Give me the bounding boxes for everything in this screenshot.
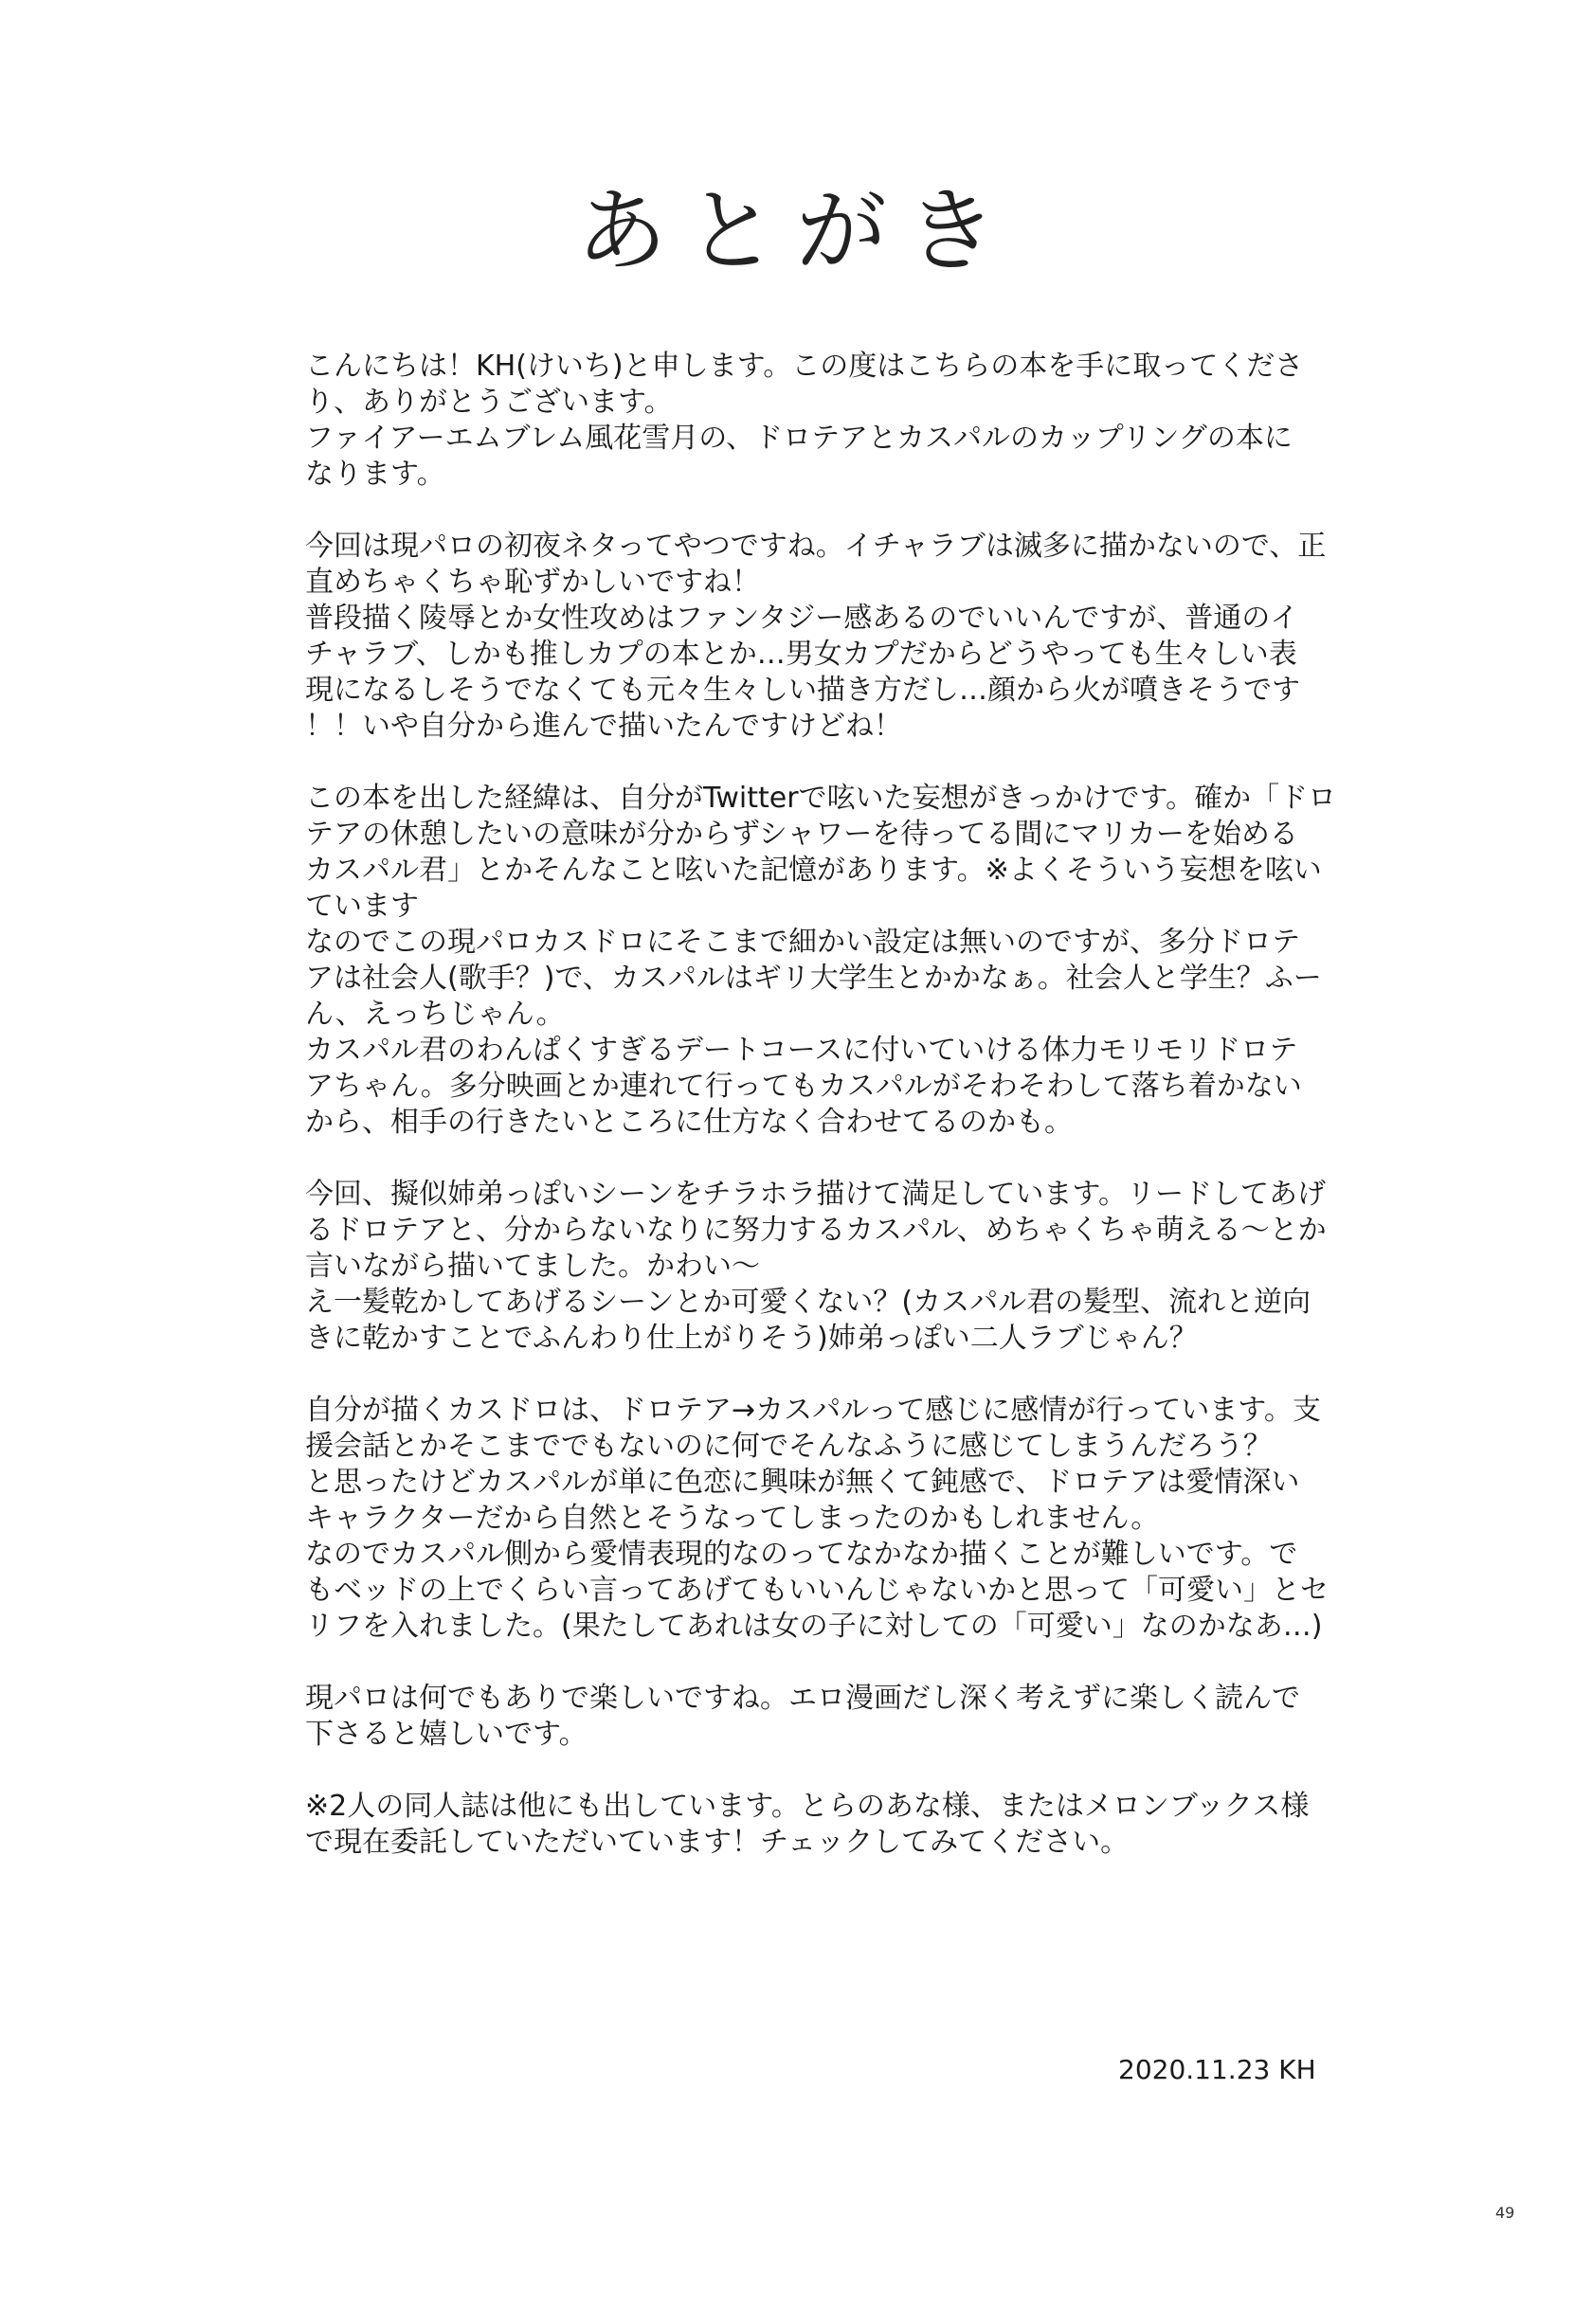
afterword-body: [305, 349, 1338, 1897]
text-line: ん、えっちじゃん。: [305, 998, 565, 1031]
text-line: 今回は現パロの初夜ネタってやつですね。イチャラブは滅多に描かないので、正: [305, 530, 1327, 563]
text-line: カスパル君」とかそんなこと呟いた記憶があります。※よくそういう妄想を呟い: [305, 854, 1322, 887]
text-line: 現になるしそうでなくても元々生々しい描き方だし…顔から火が噴きそうです: [305, 674, 1300, 707]
text-line: ※2人の同人誌は他にも出しています。とらのあな様、またはメロンブックス様: [305, 1790, 1310, 1823]
paragraph: [305, 1393, 1338, 1645]
paragraph: [305, 781, 1338, 1141]
text-line: 今回、擬似姉弟っぽいシーンをチラホラ描けて満足しています。リードしてあげ: [305, 1178, 1326, 1211]
text-line: キャラクターだから自然とそうなってしまったのかもしれません。: [305, 1502, 1160, 1535]
text-line: もベッドの上でくらい言ってあげてもいいんじゃないかと思って「可愛い」とセ: [305, 1574, 1329, 1607]
date-signature: 2020.11.23 KH: [1118, 2054, 1316, 2085]
text-line: ！！いや自分から進んで描いたんですけどね！: [305, 710, 902, 743]
text-line: で現在委託していただいています！チェックしてみてください。: [305, 1826, 1130, 1859]
text-line: テアの休憩したいの意味が分からずシャワーを待ってる間にマリカーを始める: [305, 818, 1298, 851]
paragraph: [305, 1789, 1338, 1861]
text-line: るドロテアと、分からないなりに努力するカスパル、めちゃくちゃ萌える～とか: [305, 1214, 1327, 1247]
text-line: から、相手の行きたいところに仕方なく合わせてるのかも。: [305, 1106, 1073, 1139]
text-line: この本を出した経緯は、自分がTwitterで呟いた妄想がきっかけです。確か「ドロ: [305, 782, 1337, 815]
text-line: アは社会人(歌手？)で、カスパルはギリ大学生とかかなぁ。社会人と学生？ふー: [305, 962, 1322, 995]
text-line: なのでこの現パロカスドロにそこまで細かい設定は無いのですが、多分ドロテ: [305, 926, 1300, 959]
text-line: きに乾かすことでふんわり仕上がりそう)姉弟っぽい二人ラブじゃん？: [305, 1322, 1198, 1355]
text-line: 言いながら描いてました。かわい～: [305, 1250, 760, 1283]
text-line: ています: [305, 890, 419, 923]
text-line: 普段描く陵辱とか女性攻めはファンタジー感あるのでいいんですが、普通のイ: [305, 602, 1299, 635]
text-line: リフを入れました。(果たしてあれは女の子に対しての「可愛い」なのかなあ…): [305, 1610, 1323, 1643]
text-line: なのでカスパル側から愛情表現的なのってなかなか描くことが難しいです。で: [305, 1538, 1298, 1571]
paragraph: [305, 529, 1338, 745]
text-line: と思ったけどカスパルが単に色恋に興味が無くて鈍感で、ドロテアは愛情深い: [305, 1466, 1300, 1499]
text-line: 下さると嬉しいです。: [305, 1718, 588, 1751]
paragraph: [305, 349, 1338, 493]
page-number: 49: [1495, 2204, 1515, 2222]
text-line: アちゃん。多分映画とか連れて行ってもカスパルがそわそわして落ち着かない: [305, 1070, 1302, 1103]
paragraph: [305, 1177, 1338, 1357]
text-line: なります。: [305, 458, 445, 491]
text-line: 自分が描くカスドロは、ドロテア→カスパルって感じに感情が行っています。支: [305, 1394, 1321, 1427]
text-line: こんにちは！KH(けいち)と申します。この度はこちらの本を手に取ってくださ: [305, 350, 1304, 383]
text-line: 現パロは何でもありで楽しいですね。エロ漫画だし深く考えずに楽しく読んで: [305, 1682, 1300, 1715]
text-line: ファイアーエムブレム風花雪月の、ドロテアとカスパルのカップリングの本に: [305, 422, 1293, 455]
page-title: あとがき: [576, 178, 1016, 284]
text-line: え一髪乾かしてあげるシーンとか可愛くない？(カスパル君の髪型、流れと逆向: [305, 1286, 1312, 1319]
text-line: り、ありがとうございます。: [305, 386, 673, 419]
text-line: チャラブ、しかも推しカプの本とか…男女カプだからどうやっても生々しい表: [305, 638, 1297, 671]
paragraph: [305, 1681, 1338, 1753]
text-line: 援会話とかそこまででもないのに何でそんなふうに感じてしまうんだろう？: [305, 1430, 1272, 1463]
text-line: 直めちゃくちゃ恥ずかしいですね！: [305, 566, 760, 599]
text-line: カスパル君のわんぱくすぎるデートコースに付いていける体力モリモリドロテ: [305, 1034, 1298, 1067]
